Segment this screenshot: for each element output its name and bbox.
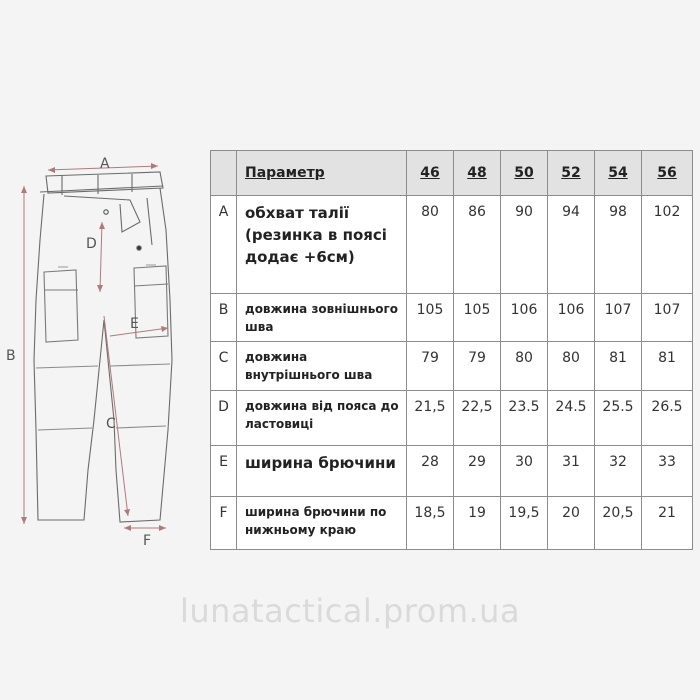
row-letter: C	[211, 342, 237, 391]
row-value: 105	[407, 293, 454, 342]
table-row	[211, 196, 693, 294]
table-row	[211, 342, 693, 391]
row-param: ширина брючини по нижньому краю	[237, 497, 407, 550]
label-d: D	[86, 236, 97, 252]
waistband-outline	[46, 172, 163, 193]
table-row	[211, 497, 693, 550]
row-letter: B	[211, 293, 237, 342]
label-a: A	[100, 156, 110, 172]
header-size: 52	[548, 151, 595, 196]
label-b: B	[6, 348, 16, 364]
label-c: C	[106, 416, 116, 432]
row-value: 105	[454, 293, 501, 342]
row-value: 18,5	[407, 497, 454, 550]
row-value: 80	[407, 196, 454, 294]
watermark-text: lunatactical.prom.ua	[179, 592, 521, 630]
row-value: 81	[642, 342, 693, 391]
row-value: 29	[454, 446, 501, 497]
row-param: обхват талії (резинка в поясі додає +6см)	[237, 196, 407, 294]
row-letter: E	[211, 446, 237, 497]
row-value: 79	[454, 342, 501, 391]
table-row	[211, 446, 693, 497]
label-f: F	[143, 533, 152, 549]
row-value: 25.5	[595, 391, 642, 446]
size-table	[210, 150, 693, 550]
row-value: 23.5	[501, 391, 548, 446]
row-value: 24.5	[548, 391, 595, 446]
row-value: 32	[595, 446, 642, 497]
row-value: 94	[548, 196, 595, 294]
row-value: 20,5	[595, 497, 642, 550]
header-size: 54	[595, 151, 642, 196]
row-value: 106	[501, 293, 548, 342]
row-value: 21,5	[407, 391, 454, 446]
row-value: 81	[595, 342, 642, 391]
row-letter: D	[211, 391, 237, 446]
row-value: 33	[642, 446, 693, 497]
row-param: довжина зовнішнього шва	[237, 293, 407, 342]
row-value: 19,5	[501, 497, 548, 550]
row-param: ширина брючини	[237, 446, 407, 497]
row-value: 86	[454, 196, 501, 294]
row-value: 31	[548, 446, 595, 497]
row-value: 80	[501, 342, 548, 391]
row-value: 28	[407, 446, 454, 497]
row-letter: F	[211, 497, 237, 550]
row-value: 26.5	[642, 391, 693, 446]
row-value: 22,5	[454, 391, 501, 446]
row-value: 102	[642, 196, 693, 294]
header-size: 46	[407, 151, 454, 196]
row-value: 20	[548, 497, 595, 550]
header-param: Параметр	[237, 151, 407, 196]
row-value: 30	[501, 446, 548, 497]
header-size: 50	[501, 151, 548, 196]
row-value: 90	[501, 196, 548, 294]
row-value: 106	[548, 293, 595, 342]
row-value: 107	[642, 293, 693, 342]
label-e: E	[130, 316, 139, 332]
row-value: 21	[642, 497, 693, 550]
header-size: 56	[642, 151, 693, 196]
header-letter-cell	[211, 151, 237, 196]
row-letter: A	[211, 196, 237, 294]
row-value: 107	[595, 293, 642, 342]
pants-measurement-diagram	[0, 0, 210, 560]
row-value: 80	[548, 342, 595, 391]
right-leg-outline	[104, 188, 172, 522]
table-row	[211, 391, 693, 446]
row-param: довжина внутрішнього шва	[237, 342, 407, 391]
row-param: довжина від пояса до ластовиці	[237, 391, 407, 446]
row-value: 19	[454, 497, 501, 550]
table-header-row	[211, 151, 693, 196]
row-value: 98	[595, 196, 642, 294]
row-value: 79	[407, 342, 454, 391]
header-size: 48	[454, 151, 501, 196]
table-row	[211, 293, 693, 342]
